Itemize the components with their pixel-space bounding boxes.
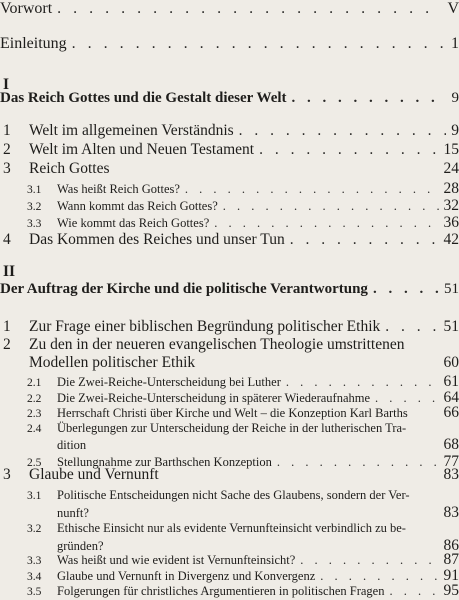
leader-dots: [57, 0, 442, 18]
entry-number: 2.1: [27, 377, 42, 389]
entry-title: Stellungnahme zur Barthschen Konzeption: [57, 455, 272, 469]
leader-dots: [385, 318, 438, 336]
leader-dots: [214, 216, 438, 231]
entry-title: Glaube und Vernunft in Divergenz und Konvergenz: [57, 569, 316, 583]
toc-subentry: [0, 521, 459, 536]
entry-page: 61: [443, 373, 459, 390]
entry-page: 66: [443, 404, 459, 421]
entry-number: 3: [3, 160, 11, 177]
leader-dots: [300, 553, 438, 568]
entry-number: 2.3: [27, 408, 42, 420]
entry-title: Welt im allgemeinen Verständnis: [29, 122, 234, 139]
entry-title: Das Kommen des Reiches und unser Tun: [29, 231, 285, 248]
entry-title: Welt im Alten und Neuen Testament: [29, 141, 255, 158]
entry-number: 3.2: [27, 201, 42, 213]
entry-page: 9: [451, 90, 459, 106]
entry-title: Wie kommt das Reich Gottes?: [57, 216, 210, 230]
entry-number: 2.5: [27, 457, 42, 469]
entry-title: Herrschaft Christi über Kirche und Welt – die Konzeption Karl Barths: [57, 406, 408, 420]
entry-number: 1: [3, 122, 11, 139]
toc-entry: [0, 141, 459, 159]
toc-subentry: [0, 582, 459, 600]
entry-page: 28: [443, 180, 459, 197]
leader-dots: [290, 231, 439, 249]
toc-entry-cont: [0, 354, 459, 372]
entry-page: 15: [443, 141, 459, 158]
entry-title: Was heißt Reich Gottes?: [57, 182, 180, 196]
entry-title: Die Zwei-Reiche-Unterscheidung in späterer Wiederaufnahme: [57, 391, 371, 405]
entry-number: 2.2: [27, 393, 42, 405]
toc-subentry: [0, 214, 459, 232]
toc-entry: [0, 336, 459, 354]
entry-number: 3.1: [27, 490, 42, 502]
entry-page: 36: [443, 214, 459, 231]
part-heading-2: [0, 281, 459, 298]
entry-number: 2: [3, 336, 11, 353]
toc-entry: [0, 466, 459, 484]
entry-title: Die Zwei-Reiche-Unterscheidung bei Luther: [57, 375, 281, 389]
toc-entry: [0, 160, 459, 178]
entry-title: Ethische Einsicht nur als evidente Vernunfteinsicht verbindlich zu be-: [57, 521, 406, 535]
entry-page: 60: [443, 354, 459, 371]
entry-page: 86: [443, 537, 459, 554]
leader-dots: [373, 281, 439, 298]
entry-page: 24: [443, 160, 459, 177]
entry-title: Zu den in der neueren evangelischen Theologie umstrittenen: [29, 336, 405, 353]
entry-page: 1: [451, 35, 459, 52]
entry-page: 83: [443, 504, 459, 521]
entry-number: 3: [3, 466, 11, 483]
entry-page: 42: [443, 231, 459, 248]
entry-number: 3.3: [27, 218, 42, 230]
entry-page: 9: [451, 122, 459, 139]
entry-number: 3.1: [27, 184, 42, 196]
leader-dots: [286, 375, 439, 390]
entry-title: Zur Frage einer biblischen Begründung politischer Ethik: [29, 318, 381, 335]
part-numeral: II: [3, 263, 16, 280]
entry-number: 3.2: [27, 523, 42, 535]
entry-title: Folgerungen für christliches Argumentieren in politischen Fragen: [57, 584, 385, 598]
entry-page: 51: [443, 318, 459, 335]
toc-subentry-cont: [0, 436, 459, 454]
entry-page: 77: [443, 453, 459, 470]
entry-title: Politische Entscheidungen nicht Sache des Glaubens, sondern der Ver-: [57, 488, 410, 502]
toc-entry: [0, 318, 459, 336]
entry-page: 64: [443, 389, 459, 406]
part-heading-1: [0, 90, 459, 107]
entry-number: 2.4: [27, 423, 42, 435]
entry-page: 87: [443, 551, 459, 568]
entry-title-continued: dition: [57, 438, 87, 452]
toc-entry: [0, 122, 459, 140]
entry-title: Glaube und Vernunft: [29, 466, 159, 483]
toc-subentry-cont: [0, 504, 459, 522]
entry-title: Wann kommt das Reich Gottes?: [57, 199, 218, 213]
entry-number: 2: [3, 141, 11, 158]
entry-title: Reich Gottes: [29, 160, 110, 177]
part-title: Der Auftrag der Kirche und die politische Verantwortung: [0, 281, 368, 297]
entry-title: Einleitung: [0, 35, 67, 52]
toc-entry-vorwort: [0, 0, 459, 18]
toc-subentry: [0, 180, 459, 198]
leader-dots: [223, 199, 439, 214]
leader-dots: [185, 182, 439, 197]
entry-number: 4: [3, 231, 11, 248]
part-numeral: I: [3, 76, 10, 93]
entry-page: 91: [443, 567, 459, 584]
leader-dots: [259, 141, 438, 159]
toc-subentry: [0, 404, 459, 422]
entry-number: 1: [3, 318, 11, 335]
entry-number: 3.3: [27, 555, 42, 567]
entry-page: 32: [443, 197, 459, 214]
entry-title: Vorwort: [0, 0, 53, 17]
entry-page: V: [447, 0, 459, 17]
entry-page: 68: [443, 436, 459, 453]
toc-entry: [0, 231, 459, 249]
toc-subentry: [0, 421, 459, 436]
toc-subentry: [0, 488, 459, 503]
entry-title-continued: Modellen politischer Ethik: [29, 354, 196, 371]
entry-number: 3.5: [27, 586, 42, 598]
entry-page: 51: [444, 281, 459, 297]
entry-page: 95: [443, 582, 459, 599]
toc-entry-einleitung: [0, 35, 459, 53]
entry-title: Überlegungen zur Unterscheidung der Reiche in der lutherischen Tra-: [57, 421, 407, 435]
entry-number: 3.4: [27, 571, 42, 583]
leader-dots: [239, 122, 447, 140]
entry-title-continued: nunft?: [57, 506, 89, 520]
leader-dots: [72, 35, 446, 53]
leader-dots: [389, 584, 438, 599]
leader-dots: [292, 90, 447, 107]
entry-title-continued: gründen?: [57, 539, 104, 553]
entry-page: 83: [443, 466, 459, 483]
part-title: Das Reich Gottes und die Gestalt dieser Welt: [0, 90, 287, 106]
entry-title: Was heißt und wie evident ist Vernunfteinsicht?: [57, 553, 296, 567]
toc-subentry: [0, 197, 459, 215]
